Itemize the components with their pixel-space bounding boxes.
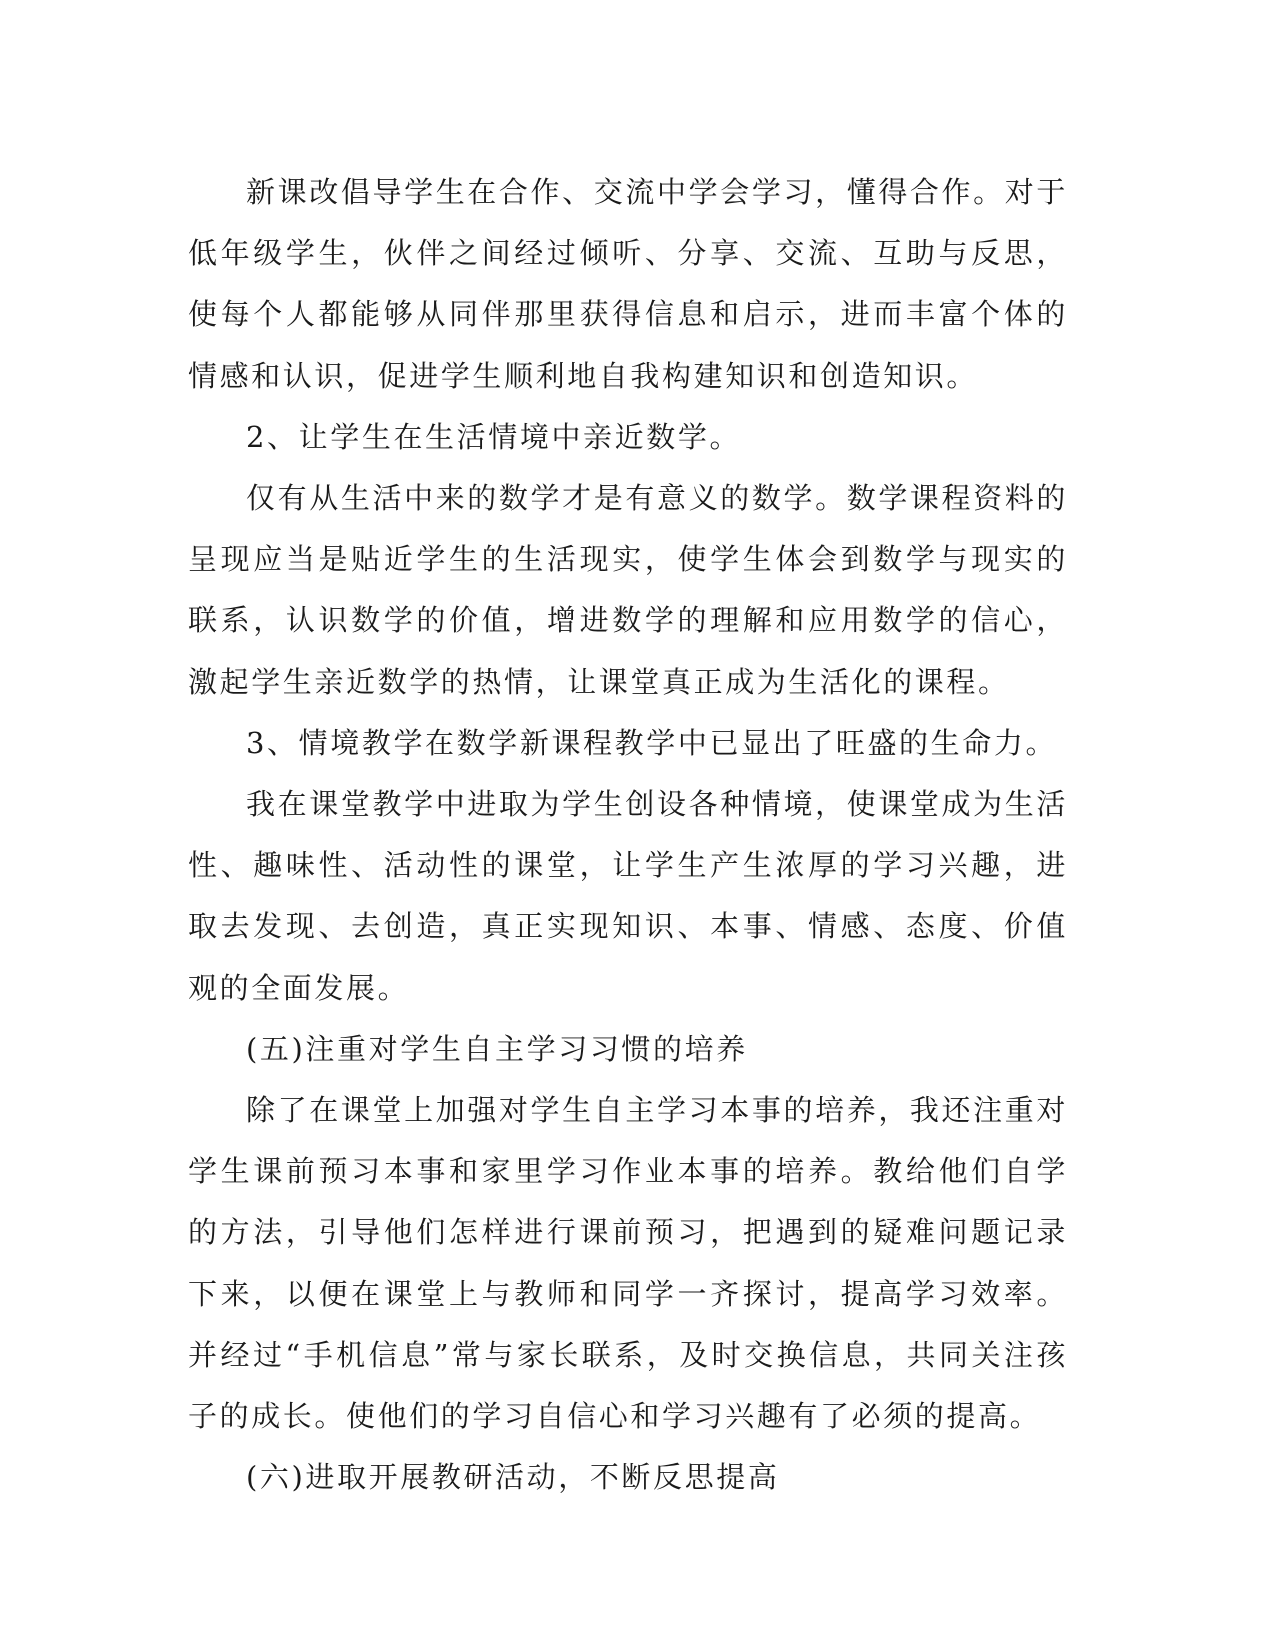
section-heading-5: (五)注重对学生自主学习习惯的培养 — [246, 1031, 748, 1066]
item-heading-3: 3、情境教学在数学新课程教学中已显出了旺盛的生命力。 — [246, 725, 1058, 760]
paragraph-situational-teaching: 我在课堂教学中进取为学生创设各种情境，使课堂成为生活性、趣味性、活动性的课堂，让学生产生浓厚的学习兴趣，进取去发现、去创造，真正实现知识、本事、情感、态度、价值观的全面发展。 — [188, 787, 1068, 1005]
paragraph-cooperative-learning: 新课改倡导学生在合作、交流中学会学习，懂得合作。对于低年级学生，伙伴之间经过倾听、分享、交流、互助与反思，使每个人都能够从同伴那里获得信息和启示，进而丰富个体的情感和认识，促进学生顺利地自我构建知识和创造知识。 — [188, 175, 1068, 393]
paragraph-self-study-habits: 除了在课堂上加强对学生自主学习本事的培养，我还注重对学生课前预习本事和家里学习作业本事的培养。教给他们自学的方法，引导他们怎样进行课前预习，把遇到的疑难问题记录下来，以便在课堂上与教师和同学一齐探讨，提高学习效率。并经过“手机信息”常与家长联系，及时交换信息，共同关注孩子的成长。使他们的学习自信心和学习兴趣有了必须的提高。 — [188, 1093, 1068, 1434]
paragraph-life-math: 仅有从生活中来的数学才是有意义的数学。数学课程资料的呈现应当是贴近学生的生活现实，使学生体会到数学与现实的联系，认识数学的价值，增进数学的理解和应用数学的信心，激起学生亲近数学的热情，让课堂真正成为生活化的课程。 — [188, 481, 1068, 699]
item-heading-2: 2、让学生在生活情境中亲近数学。 — [246, 419, 742, 454]
section-heading-6: (六)进取开展教研活动，不断反思提高 — [246, 1460, 780, 1495]
document-body — [188, 162, 1068, 1508]
